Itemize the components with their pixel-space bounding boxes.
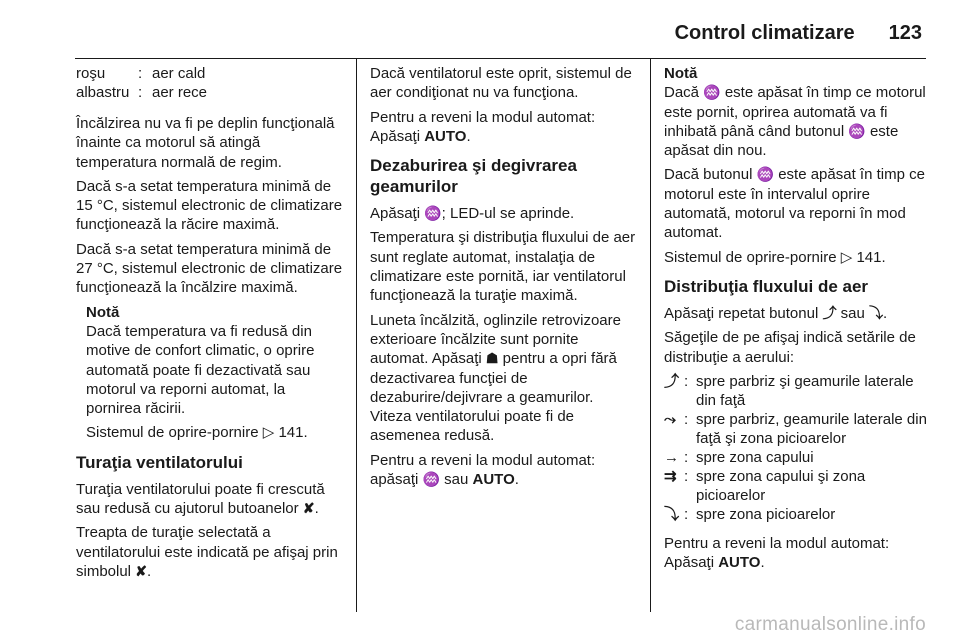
note-block xyxy=(664,64,932,243)
fan-icon: ✘ xyxy=(302,500,315,517)
paragraph: Pentru a reveni la modul automat: Apăsaţi AUTO. xyxy=(664,534,890,572)
paragraph: Dacă s-a setat temperatura minimă de 15 °C, sistemul electronic de climatizare funcţionează la răcire maximă. xyxy=(76,177,343,234)
windscreen-defrost-icon: ♒ xyxy=(422,471,440,488)
note-text: Dacă butonul ♒ este apăsat în timp ce motorul este în intervalul oprire automată, motorul va reporni în mod automat. xyxy=(664,166,925,242)
windscreen-defrost-icon: ♒ xyxy=(848,122,866,139)
airflow-up-icon: ⤴ xyxy=(822,304,837,321)
airflow-down-icon: ⤵ xyxy=(868,304,883,321)
list-item: ⤳ : spre parbriz, geamurile laterale din faţă şi zona picioarelor xyxy=(664,410,927,447)
airflow-head-feet-icon: ⇉ xyxy=(664,467,677,485)
column-2 xyxy=(370,64,638,494)
page-title: Control climatizare xyxy=(674,22,855,44)
airflow-feet-icon: ⤵ xyxy=(664,505,680,523)
section-heading: Distribuţia fluxului de aer xyxy=(664,276,869,296)
column-1 xyxy=(76,64,344,586)
section-heading: Dezaburirea şi degivrarea geamurilor xyxy=(370,156,577,197)
column-divider-2 xyxy=(650,59,651,612)
list-item: ⤴ : spre parbriz şi geamurile laterale din faţă xyxy=(664,372,914,409)
windscreen-defrost-icon: ♒ xyxy=(424,205,442,222)
note-title: Notă xyxy=(664,65,698,82)
air-distribution-list xyxy=(664,372,932,524)
column-3 xyxy=(664,64,932,577)
paragraph: Turaţia ventilatorului poate fi crescută sau redusă cu ajutorul butoanelor ✘. xyxy=(76,480,325,518)
page-header xyxy=(675,22,922,45)
note-text: Dacă ♒ este apăsat în timp ce motorul este pornit, oprirea automată va fi inhibată până când butonul ♒ este apăsat din nou. xyxy=(664,84,926,160)
paragraph: Dacă s-a setat temperatura minimă de 27 °C, sistemul electronic de climatizare funcţionează la încălzire maximă. xyxy=(76,240,343,297)
watermark: carmanualsonline.info xyxy=(734,614,926,635)
airflow-windscreen-icon: ⤴ xyxy=(664,372,680,390)
paragraph: Pentru a reveni la modul automat: apăsaţi ♒ sau AUTO. xyxy=(370,451,596,489)
note-title: Notă xyxy=(86,303,120,321)
note-block xyxy=(86,303,344,443)
paragraph: Săgeţile de pe afişaj indică setările de distribuţie a aerului: xyxy=(664,329,916,366)
reference: Sistemul de oprire-pornire ▷ 141. xyxy=(664,248,886,266)
windscreen-defrost-icon: ♒ xyxy=(756,166,775,183)
column-divider-1 xyxy=(356,59,357,612)
paragraph: Încălzirea nu va fi pe deplin funcţională înainte ca motorul să atingă temperatura normală de regim. xyxy=(76,115,335,171)
paragraph: Apăsaţi ♒; LED-ul se aprinde. xyxy=(370,205,575,223)
color-legend xyxy=(76,64,207,102)
page-number: 123 xyxy=(888,22,922,44)
paragraph: Apăsaţi repetat butonul ⤴ sau ⤵. xyxy=(664,304,888,322)
section-heading: Turaţia ventilatorului xyxy=(76,452,243,472)
airflow-head-icon: → xyxy=(664,448,679,466)
airflow-windscreen-feet-icon: ⤳ xyxy=(664,410,677,428)
header-rule xyxy=(75,58,926,59)
fan-icon: ✘ xyxy=(135,562,147,579)
list-item: → : spre zona capului xyxy=(664,448,814,466)
reference-arrow-icon: ▷ xyxy=(262,424,275,442)
paragraph: Treapta de turaţie selectată a ventilatorului este indicată pe afişaj prin simbolul ✘. xyxy=(76,524,338,580)
legend-row: roşu : aer cald xyxy=(76,65,206,82)
list-item: ⇉ : spre zona capului şi zona picioarelor xyxy=(664,467,866,504)
paragraph: Temperatura şi distribuţia fluxului de aer sunt reglate automat, instalaţia de climatizare este pornită, iar ventilatorul funcţionează la turaţie maximă. xyxy=(370,229,636,305)
legend-row: albastru : aer rece xyxy=(76,84,208,101)
note-text: Dacă temperatura va fi redusă din motive de confort climatic, o oprire automată poate fi dezactivată sau motorul va reporni automat, la pornirea răcirii. xyxy=(86,322,315,418)
windscreen-defrost-icon: ♒ xyxy=(703,84,721,101)
rear-window-heating-icon: ☗ xyxy=(485,350,499,367)
paragraph: Luneta încălzită, oglinzile retrovizoare exterioare încălzite sunt pornite automat. Apăsaţi ☗ pentru a opri fără dezactivarea funcţiei de dezaburire/dejivrare a geamurilor. Viteza ventilatorului poate fi de asemenea redusă. xyxy=(370,311,621,445)
paragraph: Pentru a reveni la modul automat: Apăsaţi AUTO. xyxy=(370,108,596,145)
reference-arrow-icon: ▷ xyxy=(840,248,853,266)
note-reference: Sistemul de oprire-pornire ▷ 141. xyxy=(86,424,308,442)
paragraph: Dacă ventilatorul este oprit, sistemul de aer condiţionat nu va funcţiona. xyxy=(370,65,632,102)
list-item: ⤵ : spre zona picioarelor xyxy=(664,505,836,523)
